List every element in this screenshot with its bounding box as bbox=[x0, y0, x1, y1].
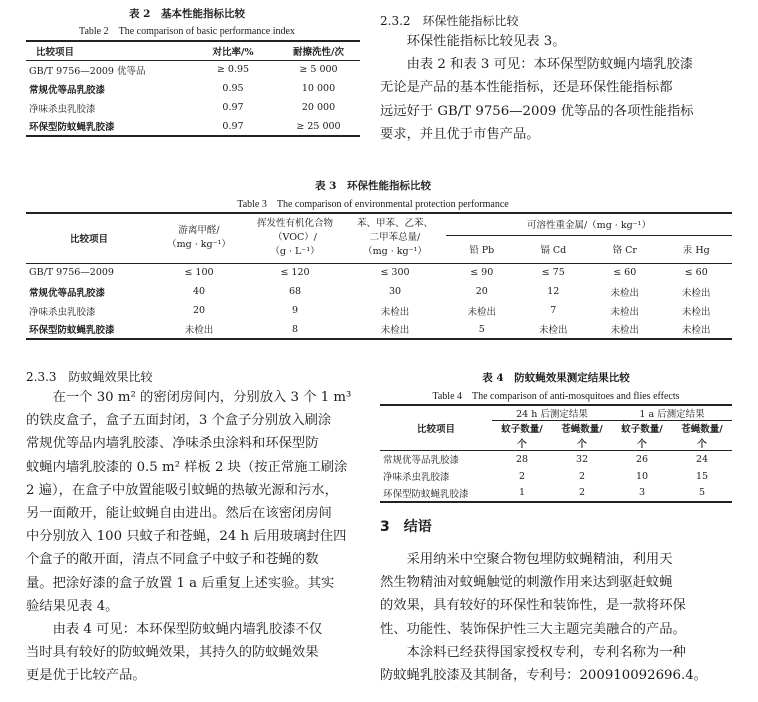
text-line: 蚊蝇内墙乳胶漆的 0.5 m² 样板 2 块（按正常施工刷涂 bbox=[26, 459, 348, 475]
text-line: 个盒子的敞开面，清点不同盒子中蚊子和苍蝇的数 bbox=[26, 552, 319, 568]
table-cell: 30 bbox=[388, 286, 402, 297]
text-line: 的铁皮盒子，盒子五面封闭，3 个盒子分别放入刷涂 bbox=[26, 413, 332, 429]
table-cell: 40 bbox=[192, 286, 206, 297]
table-cell: 未检出 bbox=[184, 325, 214, 336]
table-cell: ≤ 75 bbox=[541, 267, 565, 279]
table-cell: 15 bbox=[695, 470, 709, 482]
text-line: 无论是产品的基本性能指标，还是环保性能指标都 bbox=[380, 80, 673, 96]
table3-header bbox=[246, 213, 344, 263]
table3-header: 比较项目 bbox=[26, 213, 152, 263]
table4-header: 蚊子数量/ bbox=[621, 424, 663, 436]
table-row bbox=[26, 301, 732, 320]
header-line: （g · L⁻¹） bbox=[270, 246, 320, 258]
section-heading-2-3-2: 2.3.2 环保性能指标比较 bbox=[380, 14, 519, 28]
table-cell: ≤ 100 bbox=[184, 267, 214, 279]
table-cell: 常规优等品乳胶漆 bbox=[29, 84, 106, 96]
table-cell: 未检出 bbox=[610, 287, 639, 299]
text-line: 然生物精油对蚊蝇触觉的刺激作用来达到驱赶蚊蝇 bbox=[380, 575, 673, 591]
table-cell: 未检出 bbox=[467, 306, 496, 318]
table-cell: 32 bbox=[575, 453, 589, 465]
table-cell: 未检出 bbox=[681, 306, 711, 318]
table3 bbox=[26, 212, 732, 340]
table-row bbox=[380, 468, 732, 485]
table4 bbox=[380, 404, 732, 503]
table4-caption-cn: 表 4 防蚊蝇效果测定结果比较 bbox=[482, 372, 630, 384]
text-line: 由表 4 可见：本环保型防蚊蝇内墙乳胶漆不仅 bbox=[52, 622, 323, 638]
table-cell: 2 bbox=[578, 487, 586, 498]
table4-header: 个 bbox=[672, 436, 732, 451]
section-heading-2-3-3: 2.3.3 防蚊蝇效果比较 bbox=[26, 370, 153, 384]
table4-header: 苍蝇数量/ bbox=[561, 424, 603, 436]
table-cell: GB/T 9756—2009 优等品 bbox=[29, 65, 146, 77]
table-row bbox=[26, 79, 360, 98]
table-cell: 常规优等品乳胶漆 bbox=[29, 287, 106, 299]
table-row bbox=[26, 117, 360, 136]
table-cell: 9 bbox=[291, 305, 299, 316]
table-cell: 环保型防蚊蝇乳胶漆 bbox=[29, 325, 115, 336]
table3-header: 镉 Cd bbox=[518, 235, 590, 263]
text-line: 更是优于比较产品。 bbox=[26, 668, 146, 684]
table-cell: 2 bbox=[578, 470, 586, 482]
table-cell: 20 000 bbox=[301, 102, 336, 113]
table4-header: 个 bbox=[612, 436, 672, 451]
table2 bbox=[26, 40, 360, 137]
table-cell: 26 bbox=[635, 453, 649, 465]
table-cell: 68 bbox=[288, 286, 302, 297]
table-cell: 3 bbox=[638, 487, 646, 498]
table-cell: 环保型防蚊蝇乳胶漆 bbox=[29, 122, 115, 133]
text-line: 性、功能性、装饰保护性三大主题完美融合的产品。 bbox=[380, 621, 686, 637]
section-heading-3: 3 结语 bbox=[380, 519, 432, 535]
table-cell: 10 000 bbox=[301, 83, 336, 94]
text-line: 环保性能指标比较见表 3。 bbox=[406, 34, 566, 49]
table-cell: 24 bbox=[695, 453, 709, 465]
text-line: 当时具有较好的防蚊蝇效果，其持久的防蚊蝇效果 bbox=[26, 645, 319, 661]
table2-header: 对比率/% bbox=[212, 46, 254, 58]
table-cell: 未检出 bbox=[538, 325, 568, 336]
table-cell: 未检出 bbox=[380, 306, 410, 318]
table-cell: 7 bbox=[550, 305, 557, 316]
table-cell: 0.97 bbox=[222, 120, 244, 132]
table-cell: 未检出 bbox=[681, 287, 711, 299]
table-cell: ≤ 300 bbox=[380, 267, 410, 279]
text-line: 采用纳米中空聚合物包埋防蚊蝇精油，利用天 bbox=[406, 552, 673, 567]
table-cell: 环保型防蚊蝇乳胶漆 bbox=[383, 488, 469, 500]
text-line: 验结果见表 4。 bbox=[26, 598, 119, 614]
table-cell: 2 bbox=[518, 470, 526, 482]
table4-header: 蚊子数量/ bbox=[501, 424, 543, 436]
header-line: 游离甲醛/ bbox=[178, 225, 220, 237]
table-cell: ≤ 90 bbox=[470, 267, 494, 279]
table-cell: 0.97 bbox=[222, 102, 244, 113]
text-line: 要求，并且优于市售产品。 bbox=[380, 126, 540, 142]
table4-header: 苍蝇数量/ bbox=[681, 424, 723, 436]
table3-caption-cn: 表 3 环保性能指标比较 bbox=[315, 180, 431, 192]
table-cell: ≥ 25 000 bbox=[296, 120, 341, 132]
table-cell: 12 bbox=[547, 286, 560, 297]
text-line: 在一个 30 m² 的密闭房间内，分别放入 3 个 1 m³ bbox=[52, 390, 352, 405]
text-line: 远远好于 GB/T 9756—2009 优等品的各项性能指标 bbox=[380, 103, 694, 119]
table-cell: ≥ 5 000 bbox=[299, 64, 338, 76]
text-line: 另一面敞开，能让蚊蝇自由进出。然后在该密闭房间 bbox=[26, 506, 332, 522]
table-cell: 未检出 bbox=[380, 325, 410, 336]
table2-header: 比较项目 bbox=[36, 46, 75, 58]
table4-header: 1 a 后测定结果 bbox=[612, 405, 732, 421]
table-cell: 净味杀虫乳胶漆 bbox=[29, 103, 96, 115]
table-cell: 1 bbox=[518, 487, 526, 498]
table3-header bbox=[344, 213, 446, 263]
table-cell: 10 bbox=[635, 470, 649, 482]
table-cell: 8 bbox=[291, 323, 299, 335]
header-line: 挥发性有机化合物 bbox=[256, 218, 333, 230]
table-cell: 未检出 bbox=[610, 325, 639, 336]
table2-caption-cn: 表 2 基本性能指标比较 bbox=[129, 8, 245, 20]
table-cell: 未检出 bbox=[610, 306, 639, 318]
table-row bbox=[380, 485, 732, 502]
header-line: （mg · kg⁻¹） bbox=[363, 246, 427, 258]
table-cell: 20 bbox=[192, 305, 206, 316]
table-row bbox=[26, 98, 360, 117]
text-line: 防蚊蝇乳胶漆及其制备，专利号：200910092696.4。 bbox=[380, 668, 707, 684]
table-cell: 5 bbox=[698, 487, 706, 498]
header-line: 苯、甲苯、乙苯、 bbox=[356, 218, 433, 230]
table3-caption-en: Table 3 The comparison of environmental protection performance bbox=[237, 199, 509, 210]
section-2-3-2-text bbox=[380, 30, 732, 146]
table4-header: 24 h 后测定结果 bbox=[492, 405, 612, 421]
table-row bbox=[26, 60, 360, 79]
table2-caption-en: Table 2 The comparison of basic performance index bbox=[79, 26, 295, 37]
table4-header: 个 bbox=[492, 436, 552, 451]
table-cell: ≤ 60 bbox=[684, 267, 708, 279]
text-line: 的效果，具有较好的环保性和装饰性，是一款将环保 bbox=[380, 598, 686, 614]
table-cell: ≤ 120 bbox=[280, 267, 310, 279]
text-line: 中分别放入 100 只蚊子和苍蝇，24 h 后用玻璃封住四 bbox=[26, 529, 347, 545]
text-line: 本涂料已经获得国家授权专利，专利名称为一种 bbox=[406, 644, 686, 660]
text-line: 2 遍），在盒子中放置能吸引蚊蝇的热敏光源和污水， bbox=[26, 482, 338, 498]
header-line: （VOC）/ bbox=[273, 232, 317, 244]
table-cell: 20 bbox=[475, 286, 488, 297]
table3-header: 铅 Pb bbox=[446, 235, 518, 263]
table4-caption-en: Table 4 The comparison of anti-mosquitoes and flies effects bbox=[432, 391, 680, 402]
header-line: 二甲苯总量/ bbox=[369, 232, 421, 244]
table4-header: 比较项目 bbox=[380, 405, 492, 451]
table3-header: 可溶性重金属/（mg · kg⁻¹） bbox=[446, 213, 732, 235]
table-cell: ≤ 60 bbox=[613, 267, 637, 279]
header-line: （mg · kg⁻¹） bbox=[167, 239, 231, 251]
table-cell: 5 bbox=[478, 323, 485, 335]
table3-header: 汞 Hg bbox=[661, 235, 733, 263]
table2-header: 耐擦洗性/次 bbox=[293, 46, 344, 58]
text-line: 常规优等品内墙乳胶漆、净味杀虫涂料和环保型防 bbox=[26, 436, 319, 452]
table3-header bbox=[152, 213, 246, 263]
table-row bbox=[26, 320, 732, 339]
table4-header: 个 bbox=[552, 436, 612, 451]
table-cell: 28 bbox=[515, 453, 529, 465]
table-cell: ≥ 0.95 bbox=[216, 64, 250, 76]
table-row bbox=[26, 282, 732, 301]
section-3-text bbox=[380, 548, 732, 687]
table-cell: 净味杀虫乳胶漆 bbox=[383, 472, 450, 483]
table-row bbox=[380, 451, 732, 468]
text-line: 量。把涂好漆的盒子放置 1 a 后重复上述实验。其实 bbox=[26, 575, 335, 591]
text-line: 由表 2 和表 3 可见：本环保型防蚊蝇内墙乳胶漆 bbox=[406, 57, 694, 73]
table-cell: 净味杀虫乳胶漆 bbox=[29, 306, 96, 318]
table-cell: 未检出 bbox=[681, 325, 711, 336]
table-cell: 常规优等品乳胶漆 bbox=[383, 455, 460, 467]
table-row bbox=[26, 263, 732, 282]
table-cell: GB/T 9756—2009 bbox=[29, 267, 114, 279]
section-2-3-3-text bbox=[26, 386, 362, 688]
table3-header: 铬 Cr bbox=[589, 235, 661, 263]
table-cell: 0.95 bbox=[222, 83, 244, 94]
